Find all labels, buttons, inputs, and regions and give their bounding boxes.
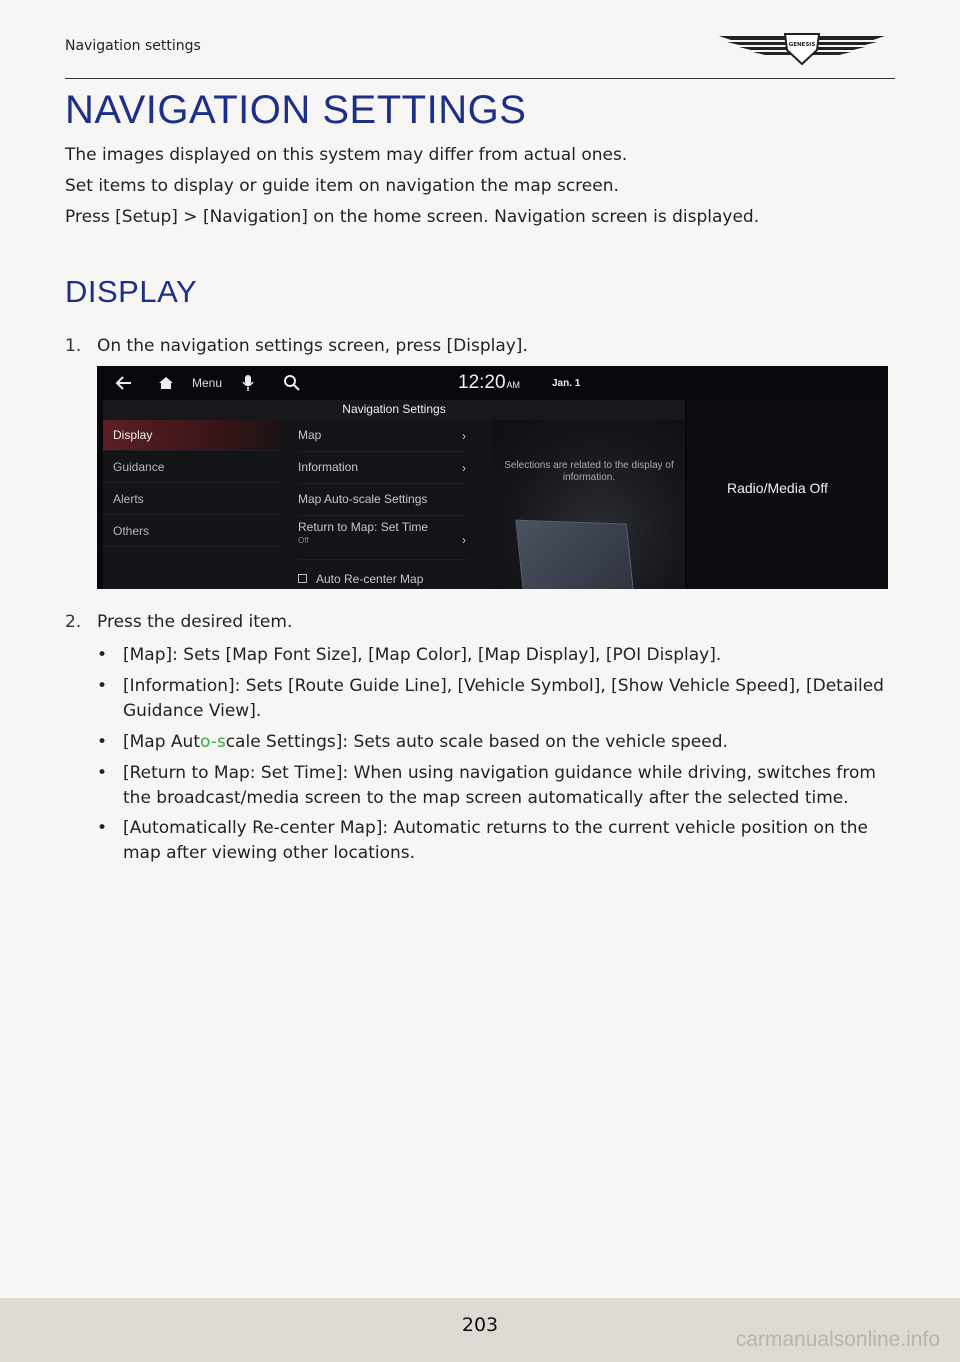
step-number: 1. (65, 336, 82, 356)
highlighted-text: o-s (199, 732, 226, 752)
screen-topbar (97, 366, 888, 400)
menu-item-information[interactable]: Information (298, 460, 468, 484)
date: Jan. 1 (552, 378, 581, 389)
list-item-text: [Information]: Sets [Route Guide Line], [Vehicle Symbol], [Show Vehicle Speed], [Detailed Guidance View]. (123, 676, 884, 721)
chevron-right-icon: › (462, 429, 466, 443)
step-text: On the navigation settings screen, press [Display]. (97, 336, 528, 356)
menu-item-auto-recenter[interactable] (298, 572, 468, 589)
watermark: carmanualsonline.info (735, 1328, 940, 1351)
page-title: NAVIGATION SETTINGS (65, 88, 527, 132)
list-item-text: [Automatically Re-center Map]: Automatic returns to the current vehicle position on the map after viewing other locations. (123, 818, 869, 863)
menu-item-value: Off (298, 536, 309, 545)
tab-guidance[interactable]: Guidance (103, 452, 283, 483)
back-arrow-icon[interactable] (115, 374, 133, 392)
radio-status: Radio/Media Off (727, 480, 828, 496)
radio-widget (687, 400, 888, 589)
preview-caption: Selections are related to the display of information. (504, 460, 674, 483)
text-segment: [Map Aut (123, 732, 200, 752)
step-number: 2. (65, 612, 82, 632)
list-item-text (123, 730, 903, 755)
menu-item-label: Return to Map: Set Time (298, 520, 429, 534)
search-icon[interactable] (283, 374, 300, 391)
preview-area (493, 420, 685, 589)
menu-button[interactable]: Menu (192, 376, 223, 390)
intro-paragraph: Set items to display or guide item on navigation the map screen. (65, 176, 619, 196)
bullet-icon: • (97, 818, 108, 838)
tab-alerts[interactable]: Alerts (103, 484, 283, 515)
checkbox-icon[interactable] (298, 574, 307, 583)
settings-panel (103, 400, 685, 589)
text-segment: cale Settings]: Sets auto scale based on the vehicle speed. (225, 732, 728, 752)
bullet-icon: • (97, 645, 108, 665)
page-footer (0, 1298, 960, 1362)
step-2 (65, 612, 292, 632)
menu-item-return-to-map[interactable] (298, 520, 468, 560)
menu-item-map[interactable]: Map (298, 428, 468, 452)
tab-display[interactable]: Display (103, 420, 283, 451)
menu-item-label: Auto Re-center Map (316, 572, 424, 586)
home-icon[interactable] (157, 374, 175, 392)
section-title: DISPLAY (65, 274, 198, 309)
panel-title: Navigation Settings (342, 402, 446, 416)
chevron-right-icon: › (462, 533, 466, 547)
genesis-logo (717, 30, 887, 70)
step-text: Press the desired item. (97, 612, 293, 632)
microphone-icon[interactable] (241, 374, 255, 392)
header-section-title: Navigation settings (65, 38, 201, 54)
chevron-right-icon: › (462, 461, 466, 475)
map-preview-image (515, 520, 634, 589)
clock-time: 12:20 (458, 372, 506, 393)
intro-paragraph: Press [Setup] > [Navigation] on the home screen. Navigation screen is displayed. (65, 207, 760, 227)
tab-others[interactable]: Others (103, 516, 283, 547)
list-item-text: [Map]: Sets [Map Font Size], [Map Color], [Map Display], [POI Display]. (123, 645, 722, 665)
logo-text: GENESIS (788, 42, 816, 48)
page-number: 203 (461, 1314, 499, 1336)
clock (458, 372, 520, 394)
step-1 (65, 336, 528, 356)
navigation-settings-screenshot (97, 366, 888, 589)
page-header (65, 30, 895, 79)
bullet-icon: • (97, 732, 108, 752)
bullet-icon: • (97, 763, 108, 783)
menu-item-map-auto-scale[interactable]: Map Auto-scale Settings (298, 492, 468, 516)
clock-ampm: AM (506, 380, 521, 390)
intro-paragraph: The images displayed on this system may differ from actual ones. (65, 145, 628, 165)
bullet-icon: • (97, 676, 108, 696)
list-item-text: [Return to Map: Set Time]: When using navigation guidance while driving, switches from the broadcast/media screen to the map screen automatically after the selected time. (123, 763, 876, 808)
